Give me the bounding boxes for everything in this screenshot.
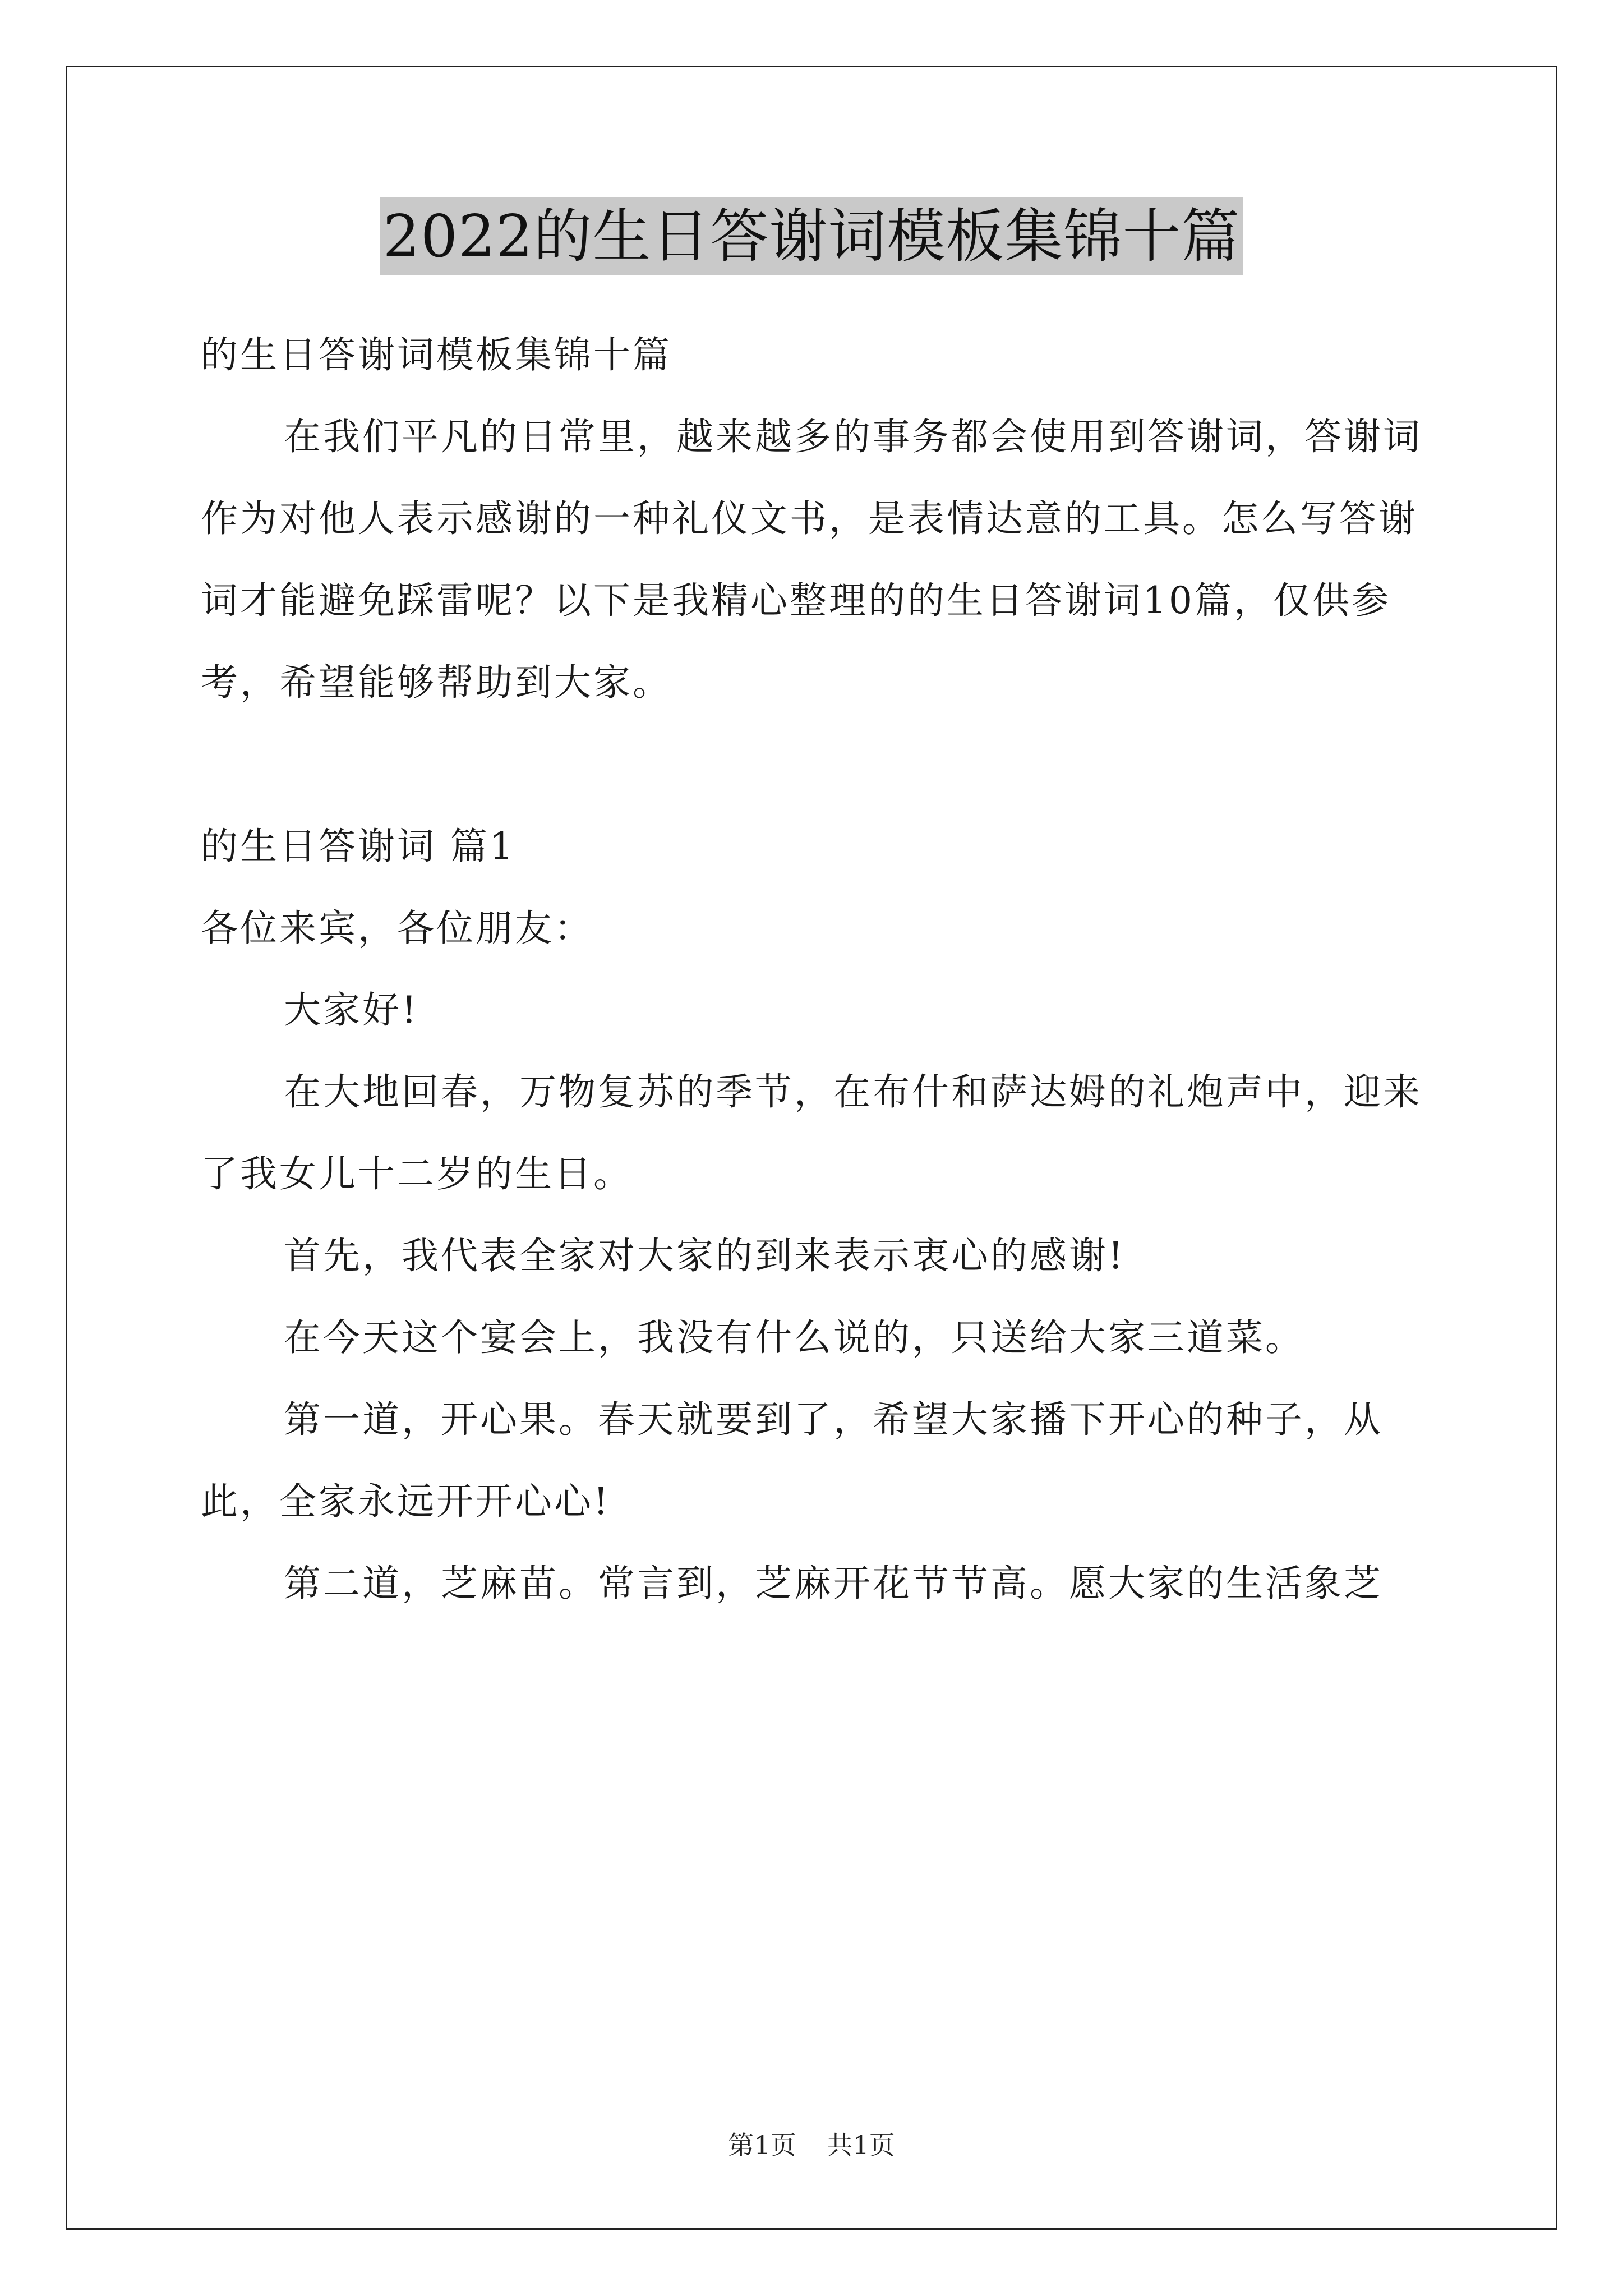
body-paragraph: 在大地回春，万物复苏的季节，在布什和萨达姆的礼炮声中，迎来了我女儿十二岁的生日。 [201, 1070, 1422, 1195]
body-paragraph: 首先，我代表全家对大家的到来表示衷心的感谢! [284, 1234, 1126, 1277]
document-subtitle: 的生日答谢词模板集锦十篇 [201, 333, 672, 376]
title-area [0, 197, 1623, 275]
salutation: 各位来宾，各位朋友： [201, 907, 593, 950]
body-paragraph: 第二道，芝麻苗。常言到，芝麻开花节节高。愿大家的生活象芝 [284, 1562, 1383, 1605]
page-footer [0, 2125, 1623, 2162]
page-number: 第1页 [728, 2130, 796, 2160]
body-paragraph: 在今天这个宴会上，我没有什么说的，只送给大家三道菜。 [284, 1316, 1304, 1359]
document-body [201, 314, 1423, 1625]
intro-paragraph: 在我们平凡的日常里，越来越多的事务都会使用到答谢词，答谢词作为对他人表示感谢的一种礼仪文书，是表情达意的工具。怎么写答谢词才能避免踩雷呢？以下是我精心整理的的生日答谢词10篇，仅供参考，希望能够帮助到大家。 [201, 415, 1422, 704]
section-heading: 的生日答谢词 篇1 [201, 825, 515, 868]
greeting: 大家好! [284, 988, 419, 1032]
page-total: 共1页 [827, 2130, 895, 2160]
document-title: 2022的生日答谢词模板集锦十篇 [380, 197, 1244, 275]
body-paragraph: 第一道，开心果。春天就要到了，希望大家播下开心的种子，从此，全家永远开开心心! [201, 1398, 1383, 1523]
